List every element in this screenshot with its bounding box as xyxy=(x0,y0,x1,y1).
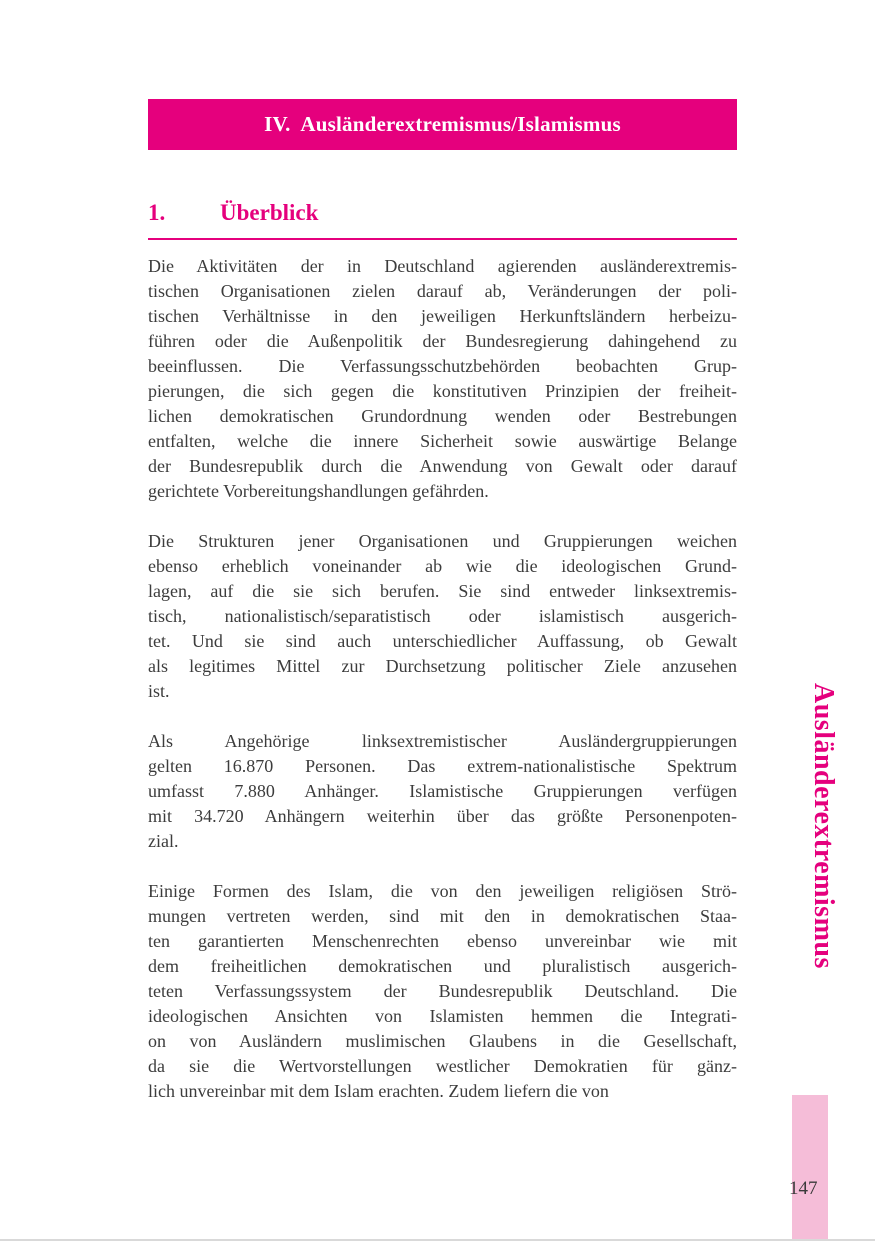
text-line: dem freiheitlichen demokratischen und pluralistisch ausgerich- xyxy=(148,956,737,976)
page-number: 147 xyxy=(789,1178,818,1199)
text-line: Die Strukturen jener Organisationen und Gruppierungen weichen xyxy=(148,531,737,551)
text-line: führen oder die Außenpolitik der Bundesregierung dahingehend zu xyxy=(148,331,737,351)
paragraph xyxy=(148,254,737,504)
text-line: Einige Formen des Islam, die von den jeweiligen religiösen Strö- xyxy=(148,881,737,901)
text-line: tisch, nationalistisch/separatistisch oder islamistisch ausgerich- xyxy=(148,606,737,626)
text-line: der Bundesrepublik durch die Anwendung von Gewalt oder darauf xyxy=(148,456,737,476)
text-line: lich unvereinbar mit dem Islam erachten. Zudem liefern die von xyxy=(148,1081,609,1101)
chapter-banner xyxy=(148,99,737,150)
text-line: teten Verfassungssystem der Bundesrepublik Deutschland. Die xyxy=(148,981,737,1001)
text-line: gelten 16.870 Personen. Das extrem-nationalistische Spektrum xyxy=(148,756,737,776)
text-line: zial. xyxy=(148,831,179,851)
text-line: ideologischen Ansichten von Islamisten hemmen die Integrati- xyxy=(148,1006,737,1026)
text-line: lagen, auf die sie sich berufen. Sie sind entweder linksextremis- xyxy=(148,581,737,601)
section-heading xyxy=(148,200,737,240)
margin-tab xyxy=(792,1095,828,1241)
chapter-banner-label: IV. Ausländerextremismus/Islamismus xyxy=(264,112,621,136)
section-title: Überblick xyxy=(220,200,319,225)
section-number: 1. xyxy=(148,200,166,225)
text-line: pierungen, die sich gegen die konstitutiven Prinzipien der freiheit- xyxy=(148,381,737,401)
text-line: als legitimes Mittel zur Durchsetzung politischer Ziele anzusehen xyxy=(148,656,737,676)
text-line: beeinflussen. Die Verfassungsschutzbehörden beobachten Grup- xyxy=(148,356,737,376)
paragraph xyxy=(148,879,737,1104)
text-line: Als Angehörige linksextremistischer Ausländergruppierungen xyxy=(148,731,737,751)
text-line: mit 34.720 Anhängern weiterhin über das größte Personenpoten- xyxy=(148,806,737,826)
text-line: umfasst 7.880 Anhänger. Islamistische Gruppierungen verfügen xyxy=(148,781,737,801)
margin-vertical-label: Ausländerextremismus xyxy=(808,683,839,969)
body-text xyxy=(148,254,737,1104)
text-line: entfalten, welche die innere Sicherheit sowie auswärtige Belange xyxy=(148,431,737,451)
text-line: ist. xyxy=(148,681,170,701)
text-line: gerichtete Vorbereitungshandlungen gefährden. xyxy=(148,481,489,501)
text-line: on von Ausländern muslimischen Glaubens in die Gesellschaft, xyxy=(148,1031,737,1051)
paragraph xyxy=(148,529,737,704)
text-line: ten garantierten Menschenrechten ebenso unvereinbar wie mit xyxy=(148,931,737,951)
paragraph xyxy=(148,729,737,854)
text-line: Die Aktivitäten der in Deutschland agierenden ausländerextremis- xyxy=(148,256,737,276)
text-line: lichen demokratischen Grundordnung wenden oder Bestrebungen xyxy=(148,406,737,426)
text-line: tischen Organisationen zielen darauf ab, Veränderungen der poli- xyxy=(148,281,737,301)
text-line: tischen Verhältnisse in den jeweiligen Herkunftsländern herbeizu- xyxy=(148,306,737,326)
text-line: mungen vertreten werden, sind mit den in demokratischen Staa- xyxy=(148,906,737,926)
text-line: tet. Und sie sind auch unterschiedlicher Auffassung, ob Gewalt xyxy=(148,631,737,651)
text-line: da sie die Wertvorstellungen westlicher Demokratien für gänz- xyxy=(148,1056,737,1076)
text-line: ebenso erheblich voneinander ab wie die ideologischen Grund- xyxy=(148,556,737,576)
